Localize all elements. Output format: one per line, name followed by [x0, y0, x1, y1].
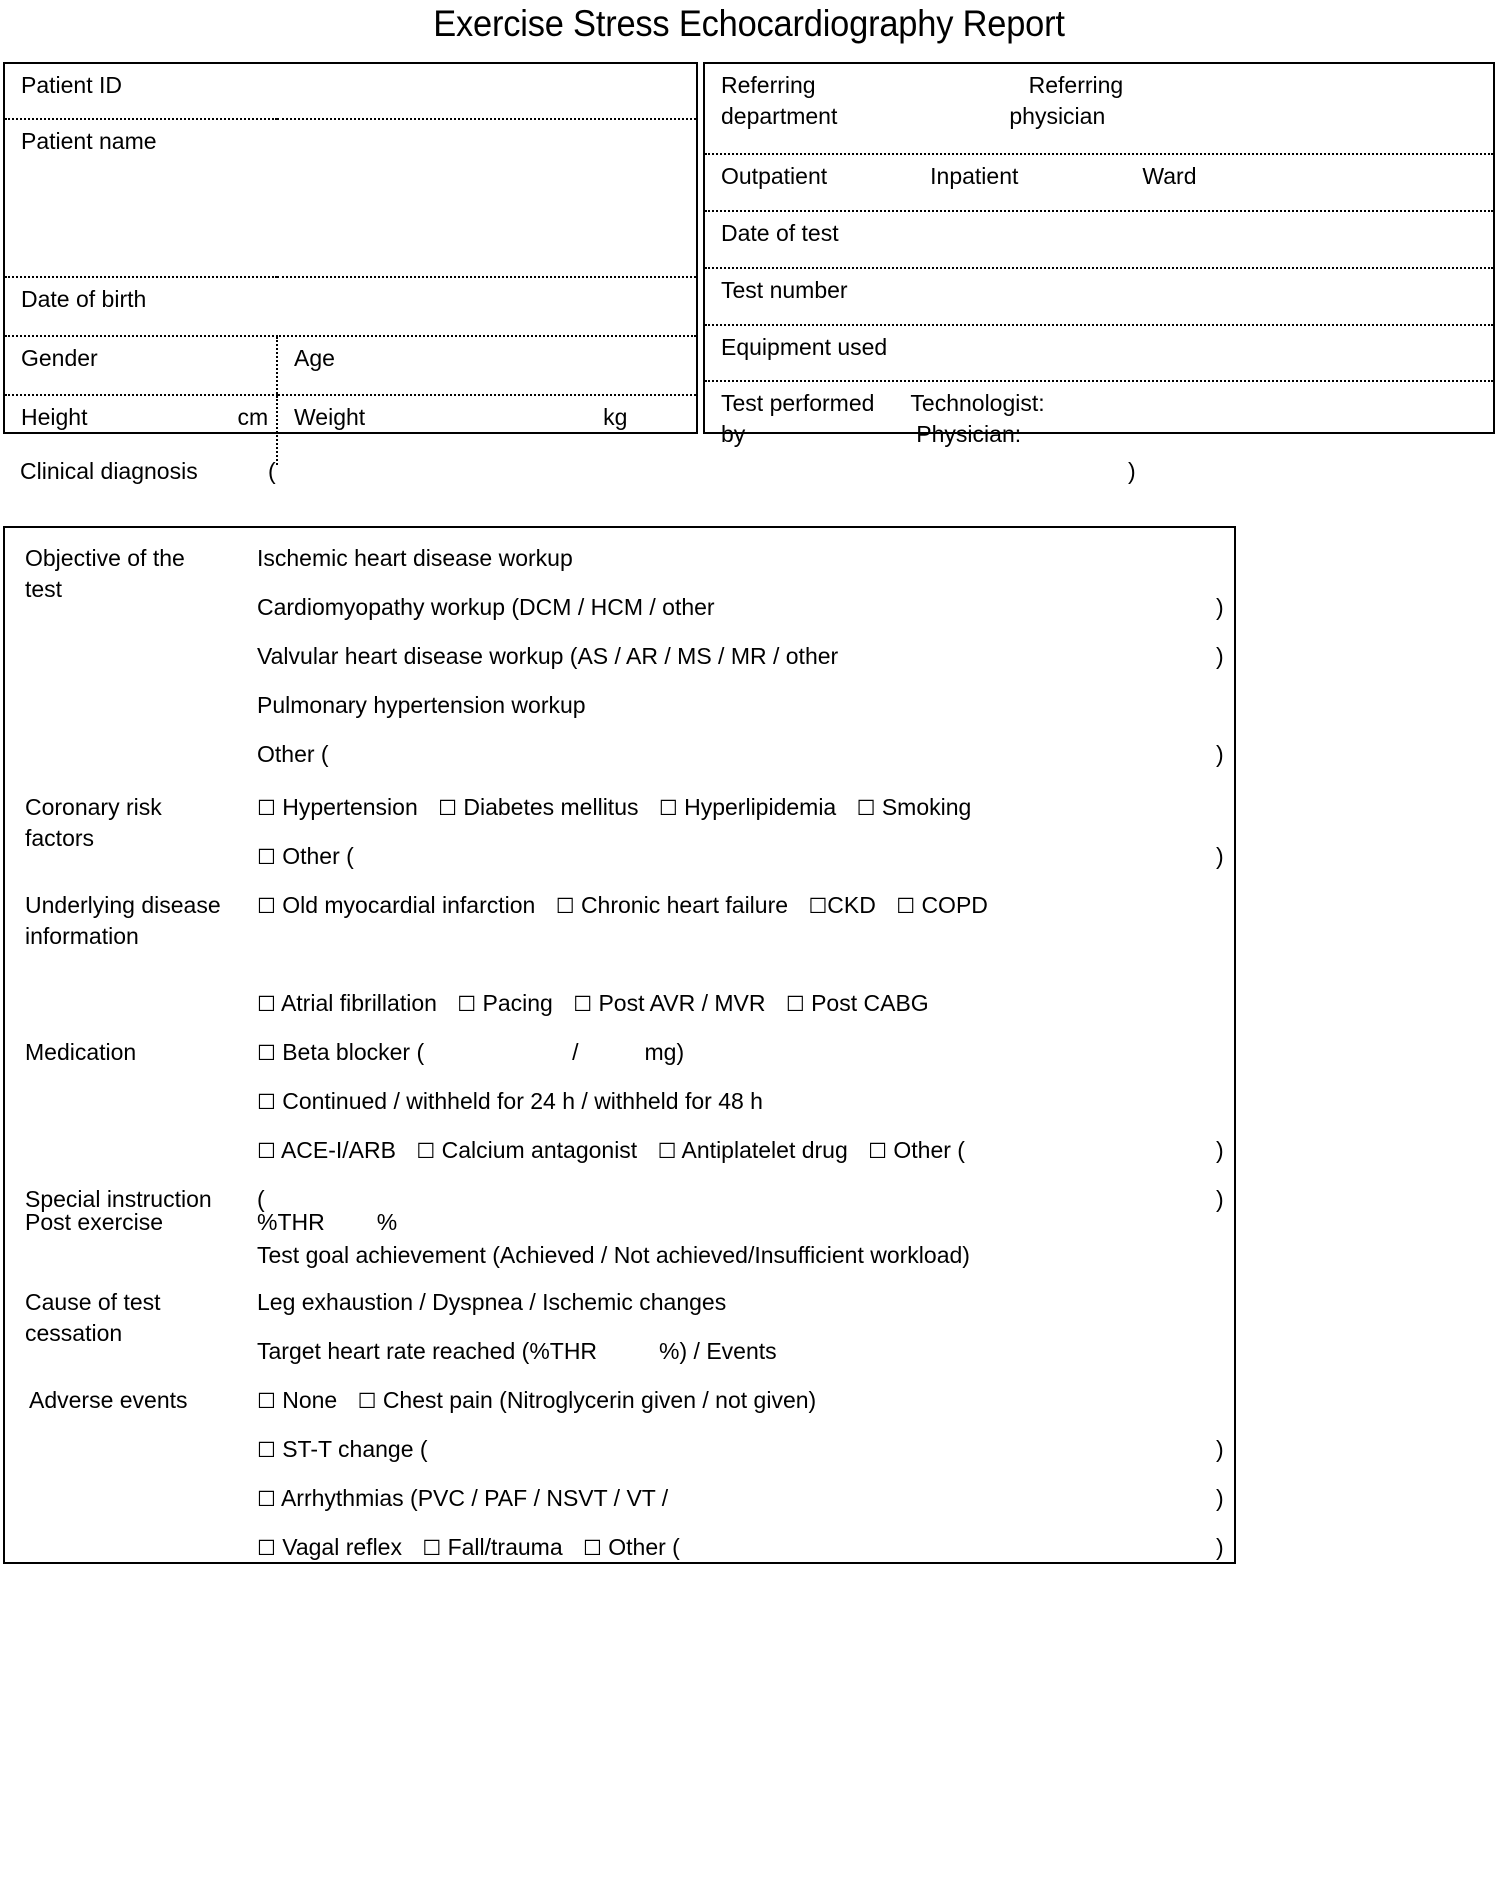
- underlying-disease-label: [25, 890, 295, 952]
- age-cell[interactable]: [277, 336, 696, 395]
- height-cell[interactable]: [5, 395, 277, 465]
- gender-label: Gender: [21, 345, 98, 371]
- adverse-events-label: Adverse events: [29, 1387, 188, 1413]
- table-row: [4, 527, 1235, 776]
- objective-option-2-close-paren: ): [1216, 643, 1224, 669]
- test-performed-by-cell[interactable]: [705, 381, 1493, 478]
- risk-item-smoking[interactable]: Smoking: [881, 794, 972, 820]
- checkbox-hypertension-icon[interactable]: ☐: [257, 796, 276, 820]
- cessation-label: [25, 1287, 295, 1349]
- date-of-birth-cell[interactable]: [5, 277, 696, 336]
- medication-beta-blocker-unit: mg): [644, 1039, 685, 1065]
- date-of-test-label: Date of test: [721, 220, 839, 246]
- table-row: [4, 1193, 1235, 1563]
- medication-other-close-paren: ): [1216, 1137, 1224, 1163]
- checkbox-adverse-other-icon[interactable]: ☐: [583, 1536, 602, 1560]
- physician-label: Physician:: [916, 421, 1022, 447]
- equipment-used-label: Equipment used: [721, 334, 888, 360]
- equipment-used-cell[interactable]: [705, 325, 1493, 381]
- adverse-arrhythmias-close-paren: ): [1216, 1485, 1224, 1511]
- checkbox-afib-icon[interactable]: ☐: [257, 992, 276, 1016]
- gender-cell[interactable]: [5, 336, 277, 395]
- clinical-diagnosis-close-paren: ): [1128, 458, 1136, 484]
- test-performed-by-label-l2: by: [721, 421, 746, 447]
- checkbox-hyperlipidemia-icon[interactable]: ☐: [658, 796, 678, 820]
- patient-id-label: Patient ID: [21, 72, 122, 98]
- test-performed-by-label-l1: Test performed: [721, 390, 875, 416]
- objective-label: [25, 543, 295, 605]
- clinical-diagnosis-open-paren: (: [268, 458, 276, 484]
- checkbox-ace-arb-icon[interactable]: ☐: [257, 1139, 276, 1163]
- risk-label-l2: factors: [25, 825, 95, 851]
- table-row: [705, 64, 1493, 154]
- underlying-item-old-mi[interactable]: Old myocardial infarction: [282, 892, 536, 918]
- adverse-other-close-paren: ): [1216, 1534, 1224, 1560]
- underlying-label-l2: information: [25, 923, 139, 949]
- medication-calcium-antagonist[interactable]: Calcium antagonist: [441, 1137, 638, 1163]
- checkbox-fall-trauma-icon[interactable]: ☐: [422, 1536, 442, 1560]
- underlying-item-ckd[interactable]: CKD: [827, 892, 876, 918]
- table-row: [705, 211, 1493, 268]
- special-instruction-close-paren: ): [1216, 1186, 1224, 1212]
- medication-label: Medication: [25, 1039, 137, 1065]
- cessation-label-l2: cessation: [25, 1320, 123, 1346]
- checkbox-post-cabg-icon[interactable]: ☐: [785, 992, 805, 1016]
- referring-physician-label-l2: physician: [1009, 103, 1106, 129]
- risk-and-medication-section: [5, 776, 1234, 1212]
- medication-antiplatelet[interactable]: Antiplatelet drug: [681, 1137, 848, 1163]
- underlying-item-chf[interactable]: Chronic heart failure: [580, 892, 789, 918]
- special-instruction-open-paren[interactable]: (: [257, 1186, 265, 1212]
- table-row: [705, 154, 1493, 211]
- weight-unit: kg: [603, 404, 628, 430]
- risk-item-hypertension[interactable]: Hypertension: [282, 794, 418, 820]
- medication-ace-arb[interactable]: ACE-I/ARB: [280, 1137, 396, 1163]
- table-row: [5, 64, 696, 119]
- objective-section-cell: [4, 527, 1235, 776]
- cessation-row-2[interactable]: [257, 1336, 777, 1367]
- objective-option-4-close-paren: ): [1216, 741, 1224, 767]
- post-exercise-thr-row: [257, 1207, 397, 1238]
- height-label: Height: [21, 404, 88, 430]
- medication-other[interactable]: Other (: [893, 1137, 965, 1163]
- table-row: [705, 268, 1493, 325]
- special-instruction-label: Special instruction: [25, 1186, 212, 1212]
- checkbox-antiplatelet-icon[interactable]: ☐: [657, 1139, 677, 1163]
- risk-item-other[interactable]: Other (: [282, 843, 354, 869]
- objective-option-1-close-paren: ): [1216, 594, 1224, 620]
- adverse-item-vagal-reflex[interactable]: Vagal reflex: [282, 1534, 402, 1560]
- patient-name-cell[interactable]: [5, 119, 696, 277]
- referring-cell[interactable]: [705, 64, 1493, 154]
- table-row: [5, 395, 696, 465]
- checkbox-none-icon[interactable]: ☐: [257, 1389, 276, 1413]
- table-row: [5, 336, 696, 395]
- clinical-diagnosis-label: Clinical diagnosis: [20, 458, 198, 484]
- checkbox-risk-other-icon[interactable]: ☐: [257, 845, 276, 869]
- post-exercise-thr-label: %THR: [257, 1209, 325, 1235]
- checkbox-smoking-icon[interactable]: ☐: [856, 796, 876, 820]
- checkbox-medication-other-icon[interactable]: ☐: [868, 1139, 887, 1163]
- underlying-item-post-cabg[interactable]: Post CABG: [811, 990, 929, 1016]
- checkbox-post-avr-mvr-icon[interactable]: ☐: [573, 992, 593, 1016]
- weight-cell[interactable]: [277, 395, 696, 465]
- referring-physician-label-l1: Referring: [1028, 72, 1124, 98]
- date-of-birth-label: Date of birth: [21, 286, 147, 312]
- checkbox-diabetes-icon[interactable]: ☐: [438, 796, 457, 820]
- checkbox-chest-pain-icon[interactable]: ☐: [357, 1389, 377, 1413]
- underlying-label-l1: Underlying disease: [25, 892, 221, 918]
- risk-other-close-paren: ): [1216, 843, 1224, 869]
- adverse-item-other[interactable]: Other (: [608, 1534, 680, 1560]
- main-form-table: [3, 526, 1236, 1564]
- height-unit: cm: [237, 404, 269, 430]
- adverse-events-row-2: [257, 1434, 428, 1466]
- patient-name-label: Patient name: [21, 128, 157, 154]
- adverse-item-chest-pain[interactable]: Chest pain (Nitroglycerin given / not given): [382, 1387, 817, 1413]
- adverse-item-none[interactable]: None: [282, 1387, 338, 1413]
- post-exercise-label: Post exercise: [25, 1209, 164, 1235]
- risk-factors-row-1: [257, 792, 971, 824]
- checkbox-arrhythmias-icon[interactable]: ☐: [257, 1487, 276, 1511]
- checkbox-copd-icon[interactable]: ☐: [896, 894, 916, 918]
- risk-item-hyperlipidemia[interactable]: Hyperlipidemia: [684, 794, 837, 820]
- medication-beta-blocker[interactable]: Beta blocker (: [282, 1039, 425, 1065]
- adverse-item-st-t-change[interactable]: ST-T change (: [282, 1436, 428, 1462]
- objective-option-3[interactable]: Pulmonary hypertension workup: [257, 692, 586, 718]
- adverse-events-row-4: [257, 1532, 680, 1564]
- weight-label: Weight: [294, 404, 366, 430]
- outpatient-label[interactable]: Outpatient: [721, 163, 828, 189]
- test-info-table: [705, 64, 1493, 478]
- checkbox-ckd-icon[interactable]: ☐: [808, 894, 828, 918]
- checkbox-calcium-antagonist-icon[interactable]: ☐: [416, 1139, 436, 1163]
- adverse-item-arrhythmias[interactable]: Arrhythmias (PVC / PAF / NSVT / VT /: [280, 1485, 669, 1511]
- risk-medication-section-cell: [4, 776, 1235, 1212]
- underlying-item-afib[interactable]: Atrial fibrillation: [280, 990, 437, 1016]
- checkbox-continued-icon[interactable]: ☐: [257, 1090, 276, 1114]
- objective-label-l1: Objective of the: [25, 545, 185, 571]
- table-row: [705, 325, 1493, 381]
- objective-option-0[interactable]: Ischemic heart disease workup: [257, 545, 573, 571]
- underlying-item-copd[interactable]: COPD: [921, 892, 988, 918]
- cessation-label-l1: Cause of test: [25, 1289, 161, 1315]
- checkbox-chf-icon[interactable]: ☐: [555, 894, 575, 918]
- adverse-item-fall-trauma[interactable]: Fall/trauma: [447, 1534, 563, 1560]
- checkbox-pacing-icon[interactable]: ☐: [457, 992, 477, 1016]
- age-label: Age: [294, 345, 335, 371]
- objective-option-1[interactable]: Cardiomyopathy workup (DCM / HCM / other: [257, 594, 715, 620]
- ward-label[interactable]: Ward: [1142, 163, 1197, 189]
- table-row: [705, 381, 1493, 478]
- risk-label-l1: Coronary risk: [25, 794, 162, 820]
- technologist-label: Technologist:: [910, 390, 1045, 416]
- adverse-st-t-close-paren: ): [1216, 1436, 1224, 1462]
- cessation-row-1[interactable]: Leg exhaustion / Dyspnea / Ischemic changes: [257, 1289, 727, 1315]
- objective-option-2[interactable]: Valvular heart disease workup (AS / AR / MS / MR / other: [257, 643, 839, 669]
- table-row: [5, 119, 696, 277]
- page-title: Exercise Stress Echocardiography Report: [433, 3, 1065, 44]
- cessation-target-hr-prefix: Target heart rate reached (%THR: [257, 1338, 598, 1364]
- medication-beta-blocker-slash: /: [572, 1039, 579, 1065]
- checkbox-beta-blocker-icon[interactable]: ☐: [257, 1041, 276, 1065]
- referring-department-label-l1: Referring: [721, 72, 816, 98]
- objective-option-4[interactable]: Other (: [257, 741, 329, 767]
- post-exercise-thr-unit: %: [376, 1209, 398, 1235]
- underlying-item-pacing[interactable]: Pacing: [482, 990, 553, 1016]
- checkbox-old-mi-icon[interactable]: ☐: [257, 894, 276, 918]
- visit-type-cell[interactable]: [705, 154, 1493, 211]
- adverse-events-row-1: [257, 1385, 816, 1417]
- post-exercise-goal-row[interactable]: Test goal achievement (Achieved / Not achieved/Insufficient workload): [257, 1242, 970, 1268]
- underlying-disease-row-2: [257, 988, 929, 1020]
- post-exercise-section-cell: [4, 1193, 1235, 1563]
- test-number-cell[interactable]: [705, 268, 1493, 325]
- underlying-item-post-avr-mvr[interactable]: Post AVR / MVR: [598, 990, 766, 1016]
- date-of-test-cell[interactable]: [705, 211, 1493, 268]
- risk-item-diabetes[interactable]: Diabetes mellitus: [463, 794, 639, 820]
- medication-continued[interactable]: Continued / withheld for 24 h / withheld for 48 h: [282, 1088, 763, 1114]
- medication-row-others: [257, 1135, 965, 1167]
- checkbox-st-t-change-icon[interactable]: ☐: [257, 1438, 276, 1462]
- test-number-label: Test number: [721, 277, 848, 303]
- test-info-panel: [703, 62, 1495, 447]
- table-row: [4, 776, 1235, 1193]
- coronary-risk-factors-label: [25, 792, 295, 854]
- checkbox-vagal-reflex-icon[interactable]: ☐: [257, 1536, 276, 1560]
- patient-info-table: [5, 64, 696, 465]
- underlying-disease-row-1: [257, 890, 988, 922]
- objective-label-l2: test: [25, 576, 63, 602]
- cessation-target-hr-suffix: %) / Events: [659, 1338, 777, 1364]
- risk-factors-row-2: [257, 841, 354, 873]
- adverse-events-row-3: [257, 1483, 668, 1515]
- medication-row-beta-blocker: [257, 1037, 684, 1069]
- table-row: [5, 277, 696, 336]
- objective-section: [5, 528, 1234, 776]
- medication-row-continued: [257, 1086, 763, 1118]
- patient-id-cell[interactable]: [5, 64, 696, 119]
- patient-info-panel: [3, 62, 698, 434]
- referring-department-label-l2: department: [721, 103, 838, 129]
- inpatient-label[interactable]: Inpatient: [930, 163, 1019, 189]
- post-exercise-section: [5, 1193, 1234, 1562]
